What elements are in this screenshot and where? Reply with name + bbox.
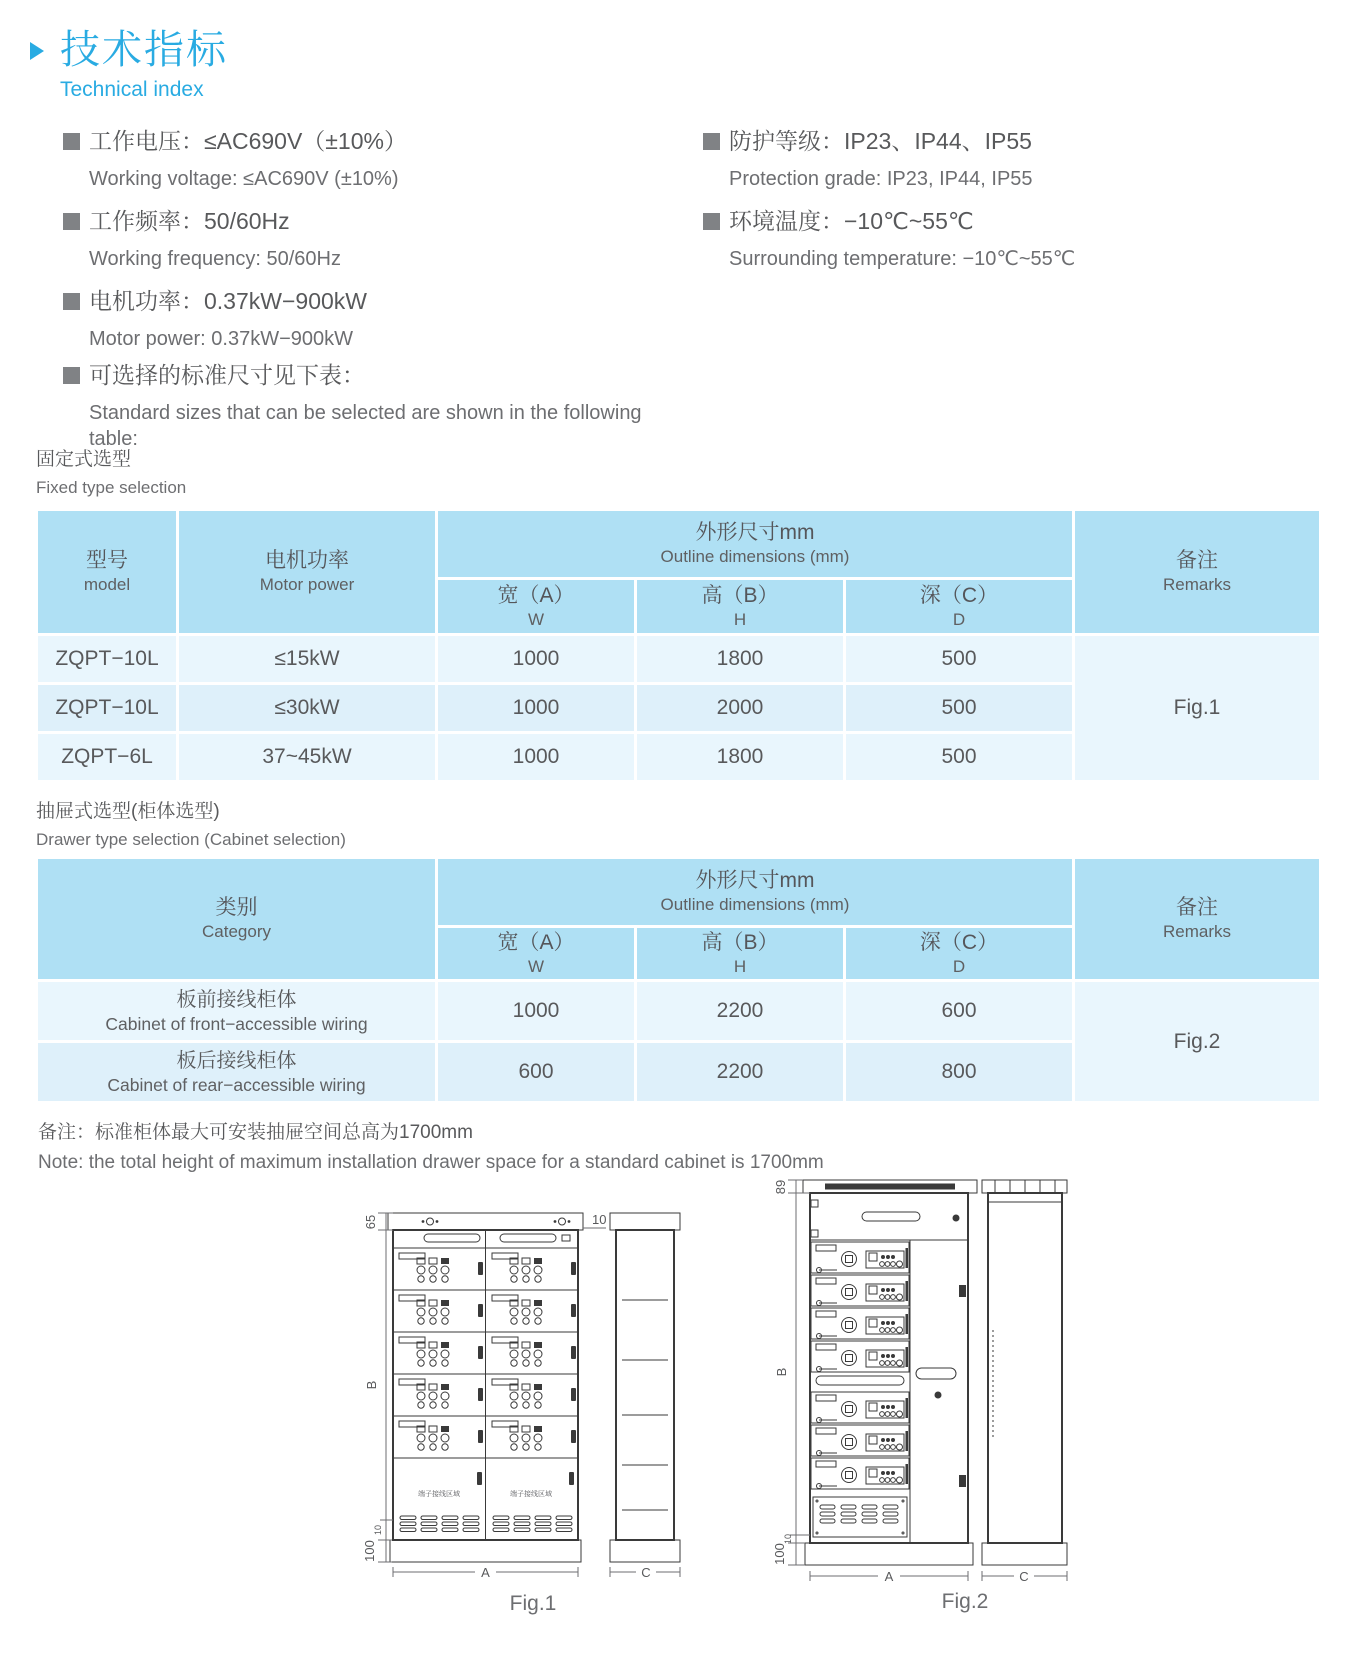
col-header-depth: 深（C） D [846,580,1072,633]
drawer-selection-section-label [36,800,346,852]
cell-power: 37~45kW [179,734,435,780]
fig1-dim-base: 100 [362,1540,377,1562]
section-label-zh: 固定式选型 [36,449,132,470]
fixed-selection-section-label [36,448,186,500]
spec-item-motor-power [63,286,683,352]
spec-en-text: Motor power: 0.37kW−900kW [89,328,353,350]
cell-width: 1000 [438,982,634,1040]
arrow-right-icon [30,42,44,60]
cell-width: 600 [438,1043,634,1101]
cell-depth: 500 [846,734,1072,780]
fig1-drawing [340,1120,710,1620]
cell-model: ZQPT−10L [38,636,176,682]
fig1-dim-width: A [481,1565,490,1580]
col-header-depth: 深（C） D [846,928,1072,979]
fig2-dim-depth: C [1019,1569,1029,1584]
spec-item-working-voltage [63,126,683,192]
cell-power: ≤30kW [179,685,435,731]
cell-height: 2200 [637,1043,843,1101]
bullet-square-icon [703,213,720,230]
page-subtitle: Technical index [60,78,204,101]
fig2-vents [816,1500,904,1534]
page-header [30,28,228,102]
page-title: 技术指标 [60,28,228,72]
spec-zh-text: 环境温度：−10℃~55℃ [729,208,974,234]
intro-en-text: Standard sizes that can be selected are shown in the following table: [89,402,642,450]
fig2-dim-gap-bottom: 10 [783,1533,793,1545]
cell-width: 1000 [438,636,634,682]
section-label-zh: 抽屉式选型(柜体选型) [36,801,220,822]
bullet-square-icon [63,213,80,230]
spec-item-protection-grade [703,126,1323,192]
fig1-dimensions [362,1212,680,1580]
spec-en-text: Working voltage: ≤AC690V (±10%) [89,168,399,190]
col-header-height: 高（B） H [637,580,843,633]
fig1-dim-gap-top: 10 [592,1212,607,1227]
bullet-square-icon [703,133,720,150]
cell-height: 1800 [637,636,843,682]
cell-height: 2000 [637,685,843,731]
fig2-dim-cap: 89 [773,1179,788,1195]
cell-width: 1000 [438,685,634,731]
cell-width: 1000 [438,734,634,780]
col-header-outline-dimensions: 外形尺寸mm Outline dimensions (mm) [438,511,1072,577]
cell-power: ≤15kW [179,636,435,682]
fixed-type-table [35,508,1322,783]
fig2-dim-body: B [774,1367,789,1377]
fig1-dim-cap: 65 [363,1214,378,1230]
page-title-group [60,28,228,102]
cell-height: 2200 [637,982,843,1040]
drawer-type-table [35,856,1322,1104]
cell-category: 板前接线柜体 Cabinet of front−accessible wiring [38,982,435,1040]
spec-zh-text: 工作频率：50/60Hz [89,208,290,234]
col-header-height: 高（B） H [637,928,843,979]
spec-en-text: Surrounding temperature: −10℃~55℃ [729,248,1076,270]
spec-item-working-frequency [63,206,683,272]
fig1-side-view [610,1213,680,1562]
fig2-caption: Fig.2 [941,1590,989,1613]
section-label-en: Drawer type selection (Cabinet selection) [36,830,346,849]
cell-depth: 500 [846,636,1072,682]
cell-depth: 500 [846,685,1072,731]
fig1-dim-body: B [364,1380,379,1390]
fig1-dim-depth: C [641,1565,651,1580]
cell-category: 板后接线柜体 Cabinet of rear−accessible wiring [38,1043,435,1101]
fig1-terminal-area-label: 端子接线区域 [510,1491,552,1498]
spec-item-surrounding-temperature [703,206,1323,272]
spec-zh-text: 电机功率：0.37kW−900kW [89,288,367,314]
bullet-square-icon [63,133,80,150]
note-zh: 备注：标准柜体最大可安装抽屉空间总高为1700mm [38,1122,473,1143]
col-header-width: 宽（A） W [438,928,634,979]
col-header-outline-dimensions: 外形尺寸mm Outline dimensions (mm) [438,859,1072,925]
cell-model: ZQPT−6L [38,734,176,780]
fig2-drawing [710,1100,1070,1620]
spec-zh-text: 防护等级：IP23、IP44、IP55 [729,128,1032,154]
col-header-motor-power: 电机功率 Motor power [179,511,435,633]
spec-zh-text: 工作电压：≤AC690V（±10%） [89,128,407,154]
spec-list-left [63,126,683,366]
fig2-front-view [803,1180,977,1565]
bullet-square-icon [63,367,80,384]
fig2-dim-width: A [884,1569,894,1584]
col-header-remarks: 备注 Remarks [1075,511,1319,633]
fig2-dim-base: 100 [772,1543,787,1565]
cell-height: 1800 [637,734,843,780]
fig1-dim-gap-bottom: 10 [373,1524,383,1536]
cell-depth: 800 [846,1043,1072,1101]
col-header-model: 型号 model [38,511,176,633]
fig1-caption: Fig.1 [509,1592,557,1615]
bullet-square-icon [63,293,80,310]
section-label-en: Fixed type selection [36,478,187,497]
col-header-remarks: 备注 Remarks [1075,859,1319,979]
note-en: Note: the total height of maximum installation drawer space for a standard cabinet is 1700mm [38,1152,824,1173]
cell-remarks: Fig.2 [1075,982,1319,1101]
spec-en-text: Working frequency: 50/60Hz [89,248,341,270]
intro-zh-text: 可选择的标准尺寸见下表： [89,362,365,388]
fig1-front-view [388,1213,583,1562]
fig2-side-view [982,1180,1067,1565]
cell-depth: 600 [846,982,1072,1040]
col-header-width: 宽（A） W [438,580,634,633]
col-header-category: 类别 Category [38,859,435,979]
spec-list-right [703,126,1323,286]
table-row [38,982,1319,1040]
table-row [38,636,1319,682]
cell-remarks: Fig.1 [1075,636,1319,780]
fig1-terminal-area-label: 端子接线区域 [418,1491,460,1498]
cell-model: ZQPT−10L [38,685,176,731]
spec-en-text: Protection grade: IP23, IP44, IP55 [729,168,1033,190]
